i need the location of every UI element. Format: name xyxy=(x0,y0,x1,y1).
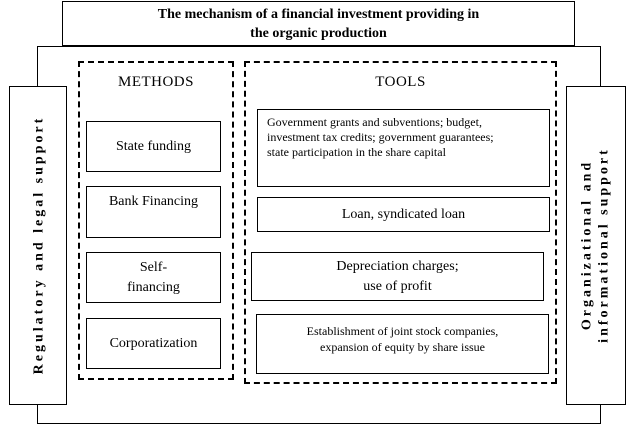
title-box xyxy=(62,1,575,46)
regulatory-legal-support-label: Regulatory and legal support xyxy=(31,115,46,375)
method-state-funding: State funding xyxy=(86,121,221,172)
method-self-financing: Self- financing xyxy=(86,252,221,303)
method-bank-financing: Bank Financing xyxy=(86,186,221,238)
tools-header: TOOLS xyxy=(375,73,426,90)
tool-loan: Loan, syndicated loan xyxy=(257,197,550,232)
title-line-2: the organic production xyxy=(250,25,387,41)
organizational-informational-support-label: Organizational and informational support xyxy=(579,147,612,343)
tool-government-grants: Government grants and subventions; budget, investment tax credits; government guarantees; state participation in the share capital xyxy=(257,109,550,187)
methods-header: METHODS xyxy=(117,73,194,90)
title-line-1: The mechanism of a financial investment providing in xyxy=(157,6,480,22)
method-corporatization: Corporatization xyxy=(86,318,221,369)
tool-depreciation: Depreciation charges; use of profit xyxy=(251,252,544,301)
tool-joint-stock: Establishment of joint stock companies, expansion of equity by share issue xyxy=(256,314,549,374)
